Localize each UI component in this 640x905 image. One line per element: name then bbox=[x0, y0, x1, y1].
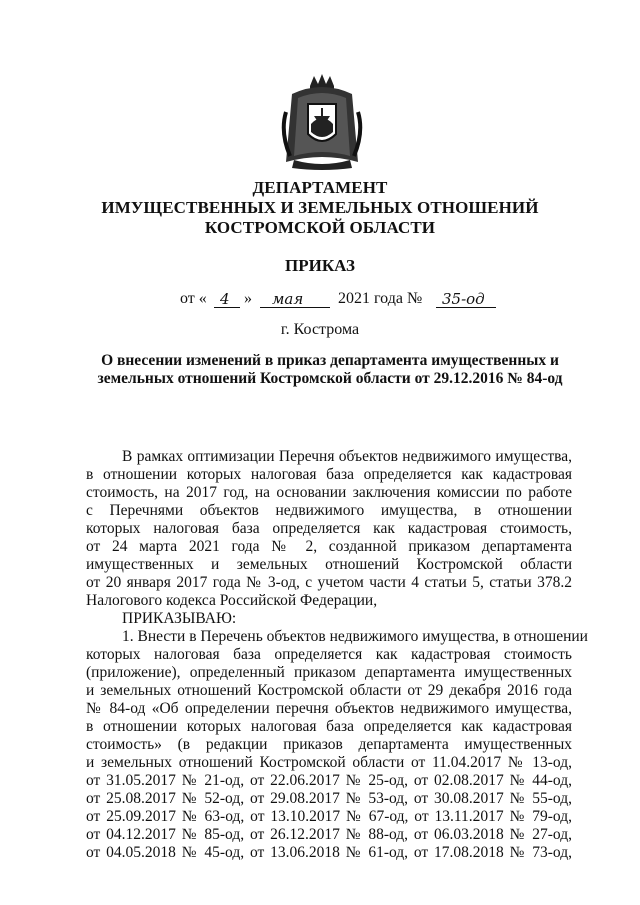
department-title-line-3: КОСТРОМСКОЙ ОБЛАСТИ bbox=[204, 218, 436, 237]
order-number: 35-од bbox=[442, 290, 485, 308]
body-line: стоимость» (в редакции приказов департамента имущественных bbox=[86, 736, 572, 753]
kostroma-coat-of-arms-icon bbox=[280, 72, 364, 172]
body-line: с Перечнями объектов недвижимого имущества, в отношении bbox=[86, 502, 572, 519]
body-line: в отношении которых налоговая база определяется как кадастровая bbox=[86, 466, 572, 483]
department-title-line-2: ИМУЩЕСТВЕННЫХ И ЗЕМЕЛЬНЫХ ОТНОШЕНИЙ bbox=[101, 198, 539, 217]
body-line: от 04.05.2018 № 45-од, от 13.06.2018 № 61-од, от 17.08.2018 № 73-од, bbox=[86, 844, 572, 861]
body-line: которых налоговая база определяется как кадастровая стоимость, bbox=[86, 520, 572, 537]
body-line: от 24 марта 2021 года № 2, созданной приказом департамента bbox=[86, 538, 572, 555]
body-line: Налогового кодекса Российской Федерации, bbox=[86, 592, 378, 609]
body-line: ПРИКАЗЫВАЮ: bbox=[122, 610, 237, 627]
body-line: имущественных и земельных отношений Костромской области bbox=[86, 556, 572, 573]
body-line: и земельных отношений Костромской области от 11.04.2017 № 13-од, bbox=[86, 754, 572, 771]
date-day: 4 bbox=[220, 290, 230, 308]
body-line: и земельных отношений Костромской области от 29 декабря 2016 года bbox=[86, 682, 572, 699]
body-line: от 04.12.2017 № 85-од, от 26.12.2017 № 88-од, от 06.03.2018 № 27-од, bbox=[86, 826, 572, 843]
body-line: (приложение), определенный приказом департамента имущественных bbox=[86, 664, 572, 681]
date-mid: » bbox=[244, 290, 252, 307]
city: г. Кострома bbox=[280, 321, 360, 338]
department-title-line-1: ДЕПАРТАМЕНТ bbox=[252, 178, 388, 197]
subject-line-2: земельных отношений Костромской области от 29.12.2016 № 84-од bbox=[97, 370, 563, 387]
body-line: в отношении которых налоговая база определяется как кадастровая bbox=[86, 718, 572, 735]
date-prefix: от « bbox=[180, 290, 207, 307]
subject-line-1: О внесении изменений в приказ департамента имущественных и bbox=[101, 352, 559, 369]
body-line: от 25.09.2017 № 63-од, от 13.10.2017 № 67-од, от 13.11.2017 № 79-од, bbox=[86, 808, 572, 825]
document-type: ПРИКАЗ bbox=[285, 256, 355, 275]
body-line: от 31.05.2017 № 21-од, от 22.06.2017 № 25-од, от 02.08.2017 № 44-од, bbox=[86, 772, 572, 789]
body-line: от 20 января 2017 года № 3-од, с учетом части 4 статьи 5, статьи 378.2 bbox=[86, 574, 572, 591]
body-line: которых налоговая база определяется как кадастровая стоимость bbox=[86, 646, 572, 663]
body-line: № 84-од «Об определении перечня объектов недвижимого имущества, bbox=[86, 700, 572, 717]
date-year: 2021 года № bbox=[338, 290, 423, 307]
body-line: 1. Внести в Перечень объектов недвижимого имущества, в отношении bbox=[122, 628, 588, 645]
date-month: мая bbox=[272, 290, 304, 308]
body-line: от 25.08.2017 № 52-од, от 29.08.2017 № 53-од, от 30.08.2017 № 55-од, bbox=[86, 790, 572, 807]
body-line: В рамках оптимизации Перечня объектов недвижимого имущества, bbox=[122, 448, 572, 465]
body-line: стоимость, на 2017 год, на основании заключения комиссии по работе bbox=[86, 484, 572, 501]
